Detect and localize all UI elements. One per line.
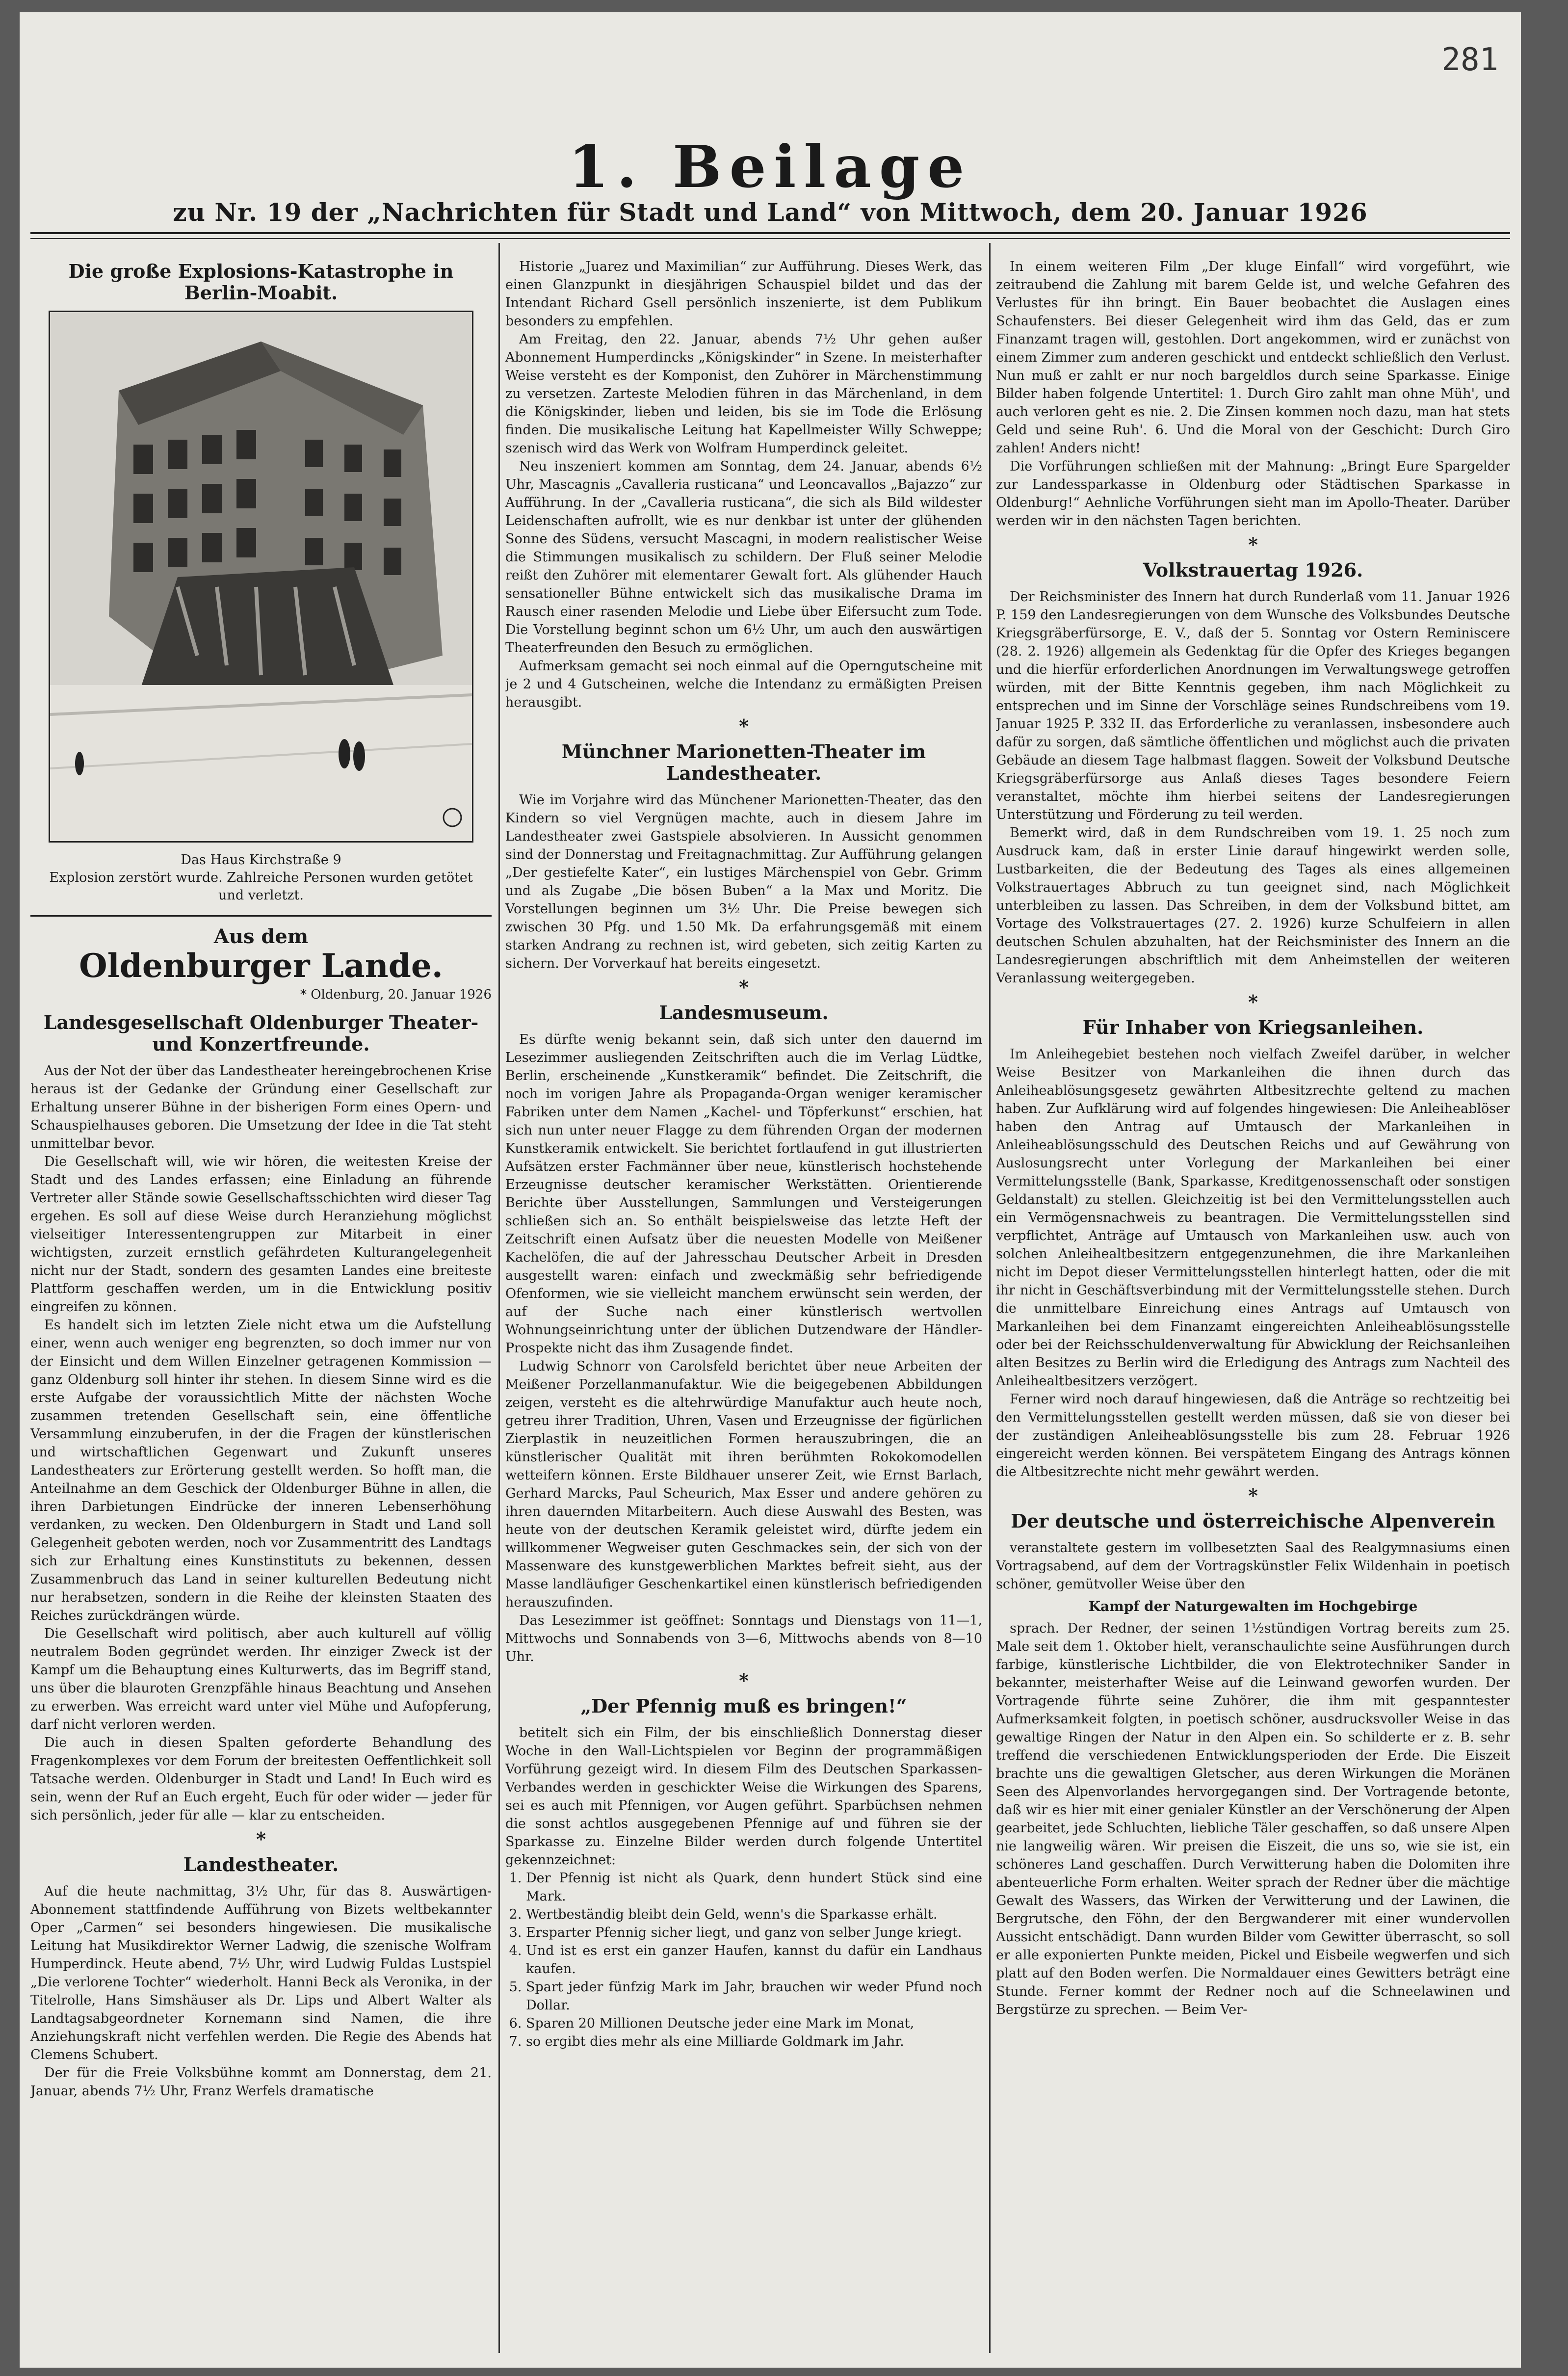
ornament-asterisk: *: [1248, 533, 1258, 555]
article-title-kriegsanleihen: Für Inhaber von Kriegsanleihen.: [1082, 1016, 1424, 1038]
subtitle-list: [505, 1869, 982, 2051]
article-title-landesmuseum: Landesmuseum.: [659, 1002, 829, 1024]
section-divider: [30, 915, 492, 917]
article-paragraph: Bemerkt wird, daß in dem Rundschreiben vom 19. 1. 25 noch zum Ausdruck kam, daß in erster Linie darauf hingewirkt werden solle, Lustbarkeiten, die der Bedeutung des Tages als eines allgemeinen Volkstrauertages Abbruch zu tun geeignet sind, nach Möglichkeit unterbleiben zu lassen. Das Schreiben, in dem der Volksbund bittet, am Vortage des Volkstrauertages (27. 2. 1926) kurze Schulfeiern in allen deutschen Schulen abzuhalten, hat der Reichsminister des Innern an die Landesregierungen abschriftlich mit dem Anheimstellen der weiteren Veranlassung weitergegeben.: [996, 825, 1510, 986]
article-paragraph: Die Gesellschaft will, wie wir hören, die weitesten Kreise der Stadt und des Landes erfassen; eine Einladung an führende Vertreter aller Stände sowie Gesellschaftsschichten wird dieser Tag ergehen. Es soll auf diese Weise durch Heranziehung möglichst vielseitiger Interessentengruppen zur Mitarbeit in einer wichtigsten, zurzeit ernstlich gefährdeten Kulturangelegenheit nicht nur der Stadt, sondern des gesamten Landes eine breiteste Plattform geschaffen werden, um in die Entwicklung positiv eingreifen zu können.: [30, 1154, 492, 1315]
ornament-asterisk: *: [739, 1669, 749, 1691]
building-ruin-illustration: [50, 312, 472, 841]
article-title-landestheater: Landestheater.: [183, 1853, 339, 1875]
list-item: 6. Sparen 20 Millionen Deutsche jeder eine Mark im Monat,: [526, 2014, 982, 2033]
article-paragraph: Der Reichsminister des Innern hat durch Runderlaß vom 11. Januar 1926 P. 159 den Landesregierungen von dem Wunsche des Volksbundes Deutsche Kriegsgräberfürsorge, E. V., daß der 5. Sonntag vor Ostern Reminiscere (28. 2. 1926) allgemein als Gedenktag für die Opfer des Krieges begangen und die hierfür erforderlichen Anordnungen im Verwaltungswege getroffen würden, mit der Bitte Kenntnis gegeben, ihm nach Möglichkeit zu entsprechen und im Sinne der Vorschläge seines Rundschreibens vom 19. Januar 1925 P. 332 II. das Erforderliche zu veranlassen, insbesondere auch dafür zu sorgen, daß sämtliche öffentlichen und möglichst auch die privaten Gebäude an diesem Tage halbmast flaggen. Soweit der Volksbund Deutsche Kriegsgräberfürsorge aus Anlaß dieses Tages besondere Feiern veranstaltet, möchte ihm hierbei seitens der Landesregierungen Unterstützung und Förderung zu teil werden.: [996, 589, 1510, 822]
article-paragraph: veranstaltete gestern im vollbesetzten Saal des Realgymnasiums einen Vortragsabend, auf dem der Vortragskünstler Felix Wildenhain in poetisch schöner, gemütvoller Weise über den: [996, 1540, 1510, 1592]
article-paragraph: Es handelt sich im letzten Ziele nicht etwa um die Aufstellung einer, wenn auch weniger eng begrenzten, so doch immer nur von der Einsicht und dem Willen Einzelner getragenen Kommission — ganz Oldenburg soll hinter ihr stehen. In diesem Sinne wird es die erste Aufgabe der voraussichtlich Mitte der nächsten Woche zusammen tretenden Gesellschaft sein, eine öffentliche Versammlung einzuberufen, in der die Fragen der künstlerischen und wirtschaftlichen Gegenwart und Zukunft unseres Landestheaters zur Erörterung gestellt werden. So hofft man, die Anteilnahme an dem Geschick der Oldenburger Bühne in allen, die ihren Darbietungen Eindrücke der inneren Lebenserhöhung verdanken, zu wecken. Den Oldenburgern in Stadt und Land soll Gelegenheit geboten werden, noch vor Zusammentritt des Landtags sich zur Erhaltung eines Kunstinstituts zu bekennen, dessen Zusammenbruch das Land in seiner kulturellen Bedeutung nicht nur herabsetzen, sondern in die Reihe der kleinsten Staaten des Reiches zurückdrängen würde.: [30, 1318, 492, 1623]
list-item: 4. Und ist es erst ein ganzer Haufen, kannst du dafür ein Landhaus kaufen.: [526, 1942, 982, 1978]
article-title-volkstrauertag: Volkstrauertag 1926.: [1143, 559, 1363, 581]
article-paragraph: Die Gesellschaft wird politisch, aber auch kulturell auf völlig neutralem Boden gegründet werden. Ihr einziger Zweck ist der Kampf um die Behauptung eines Kulturwerts, das im Begriff stand, uns über die blauroten Grenzpfähle hinaus Beachtung und Ansehen zu erwerben. Was erreicht ward unter viel Mühe und Aufopferung, darf nicht verloren werden.: [30, 1626, 492, 1732]
list-item: 5. Spart jeder fünfzig Mark im Jahr, brauchen wir weder Pfund noch Dollar.: [526, 1978, 982, 2014]
section-pretitle: Aus dem: [213, 925, 309, 948]
explosion-photo: [49, 311, 473, 843]
article-paragraph: Neu inszeniert kommen am Sonntag, dem 24. Januar, abends 6½ Uhr, Mascagnis „Cavalleria rusticana“ und Leoncavallos „Bajazzo“ zur Aufführung. In der „Cavalleria rusticana“, die sich als Bild wildester Leidenschaften aufrollt, wie es nur denkbar ist unter der glühenden Sonne des Südens, versucht Mascagni, in modern realistischer Weise die Stimmungen musikalisch zu schildern. Der Fluß seiner Melodie reißt den Zuhörer mit elementarer Gewalt fort. Als glühender Hauch sensationeller Bühne entwickelt sich das musikalische Drama im Rausch einer rasenden Melodie und Liebe über Eifersucht zum Tode. Die Vorstellung beginnt schon um 6½ Uhr, um auch den auswärtigen Theaterfreunden den Besuch zu ermöglichen.: [505, 459, 982, 656]
section-title: Oldenburger Lande.: [79, 947, 443, 985]
header-rule-bottom: [30, 238, 1510, 239]
article-title-marionetten: Münchner Marionetten-Theater im Landestheater.: [561, 740, 926, 784]
ornament-asterisk: *: [739, 715, 749, 737]
article-paragraph: Der für die Freie Volksbühne kommt am Donnerstag, dem 21. Januar, abends 7½ Uhr, Franz Werfels dramatische: [30, 2065, 492, 2099]
supplement-subtitle: zu Nr. 19 der „Nachrichten für Stadt und Land“ von Mittwoch, dem 20. Januar 1926: [173, 198, 1368, 227]
article-paragraph: Historie „Juarez und Maximilian“ zur Aufführung. Dieses Werk, das einen Glanzpunkt in diesjährigen Schauspiel bildet und das der Intendant Richard Gsell persönlich inszenierte, ist dem Publikum besonders zu empfehlen.: [505, 259, 982, 329]
article-paragraph: Wie im Vorjahre wird das Münchener Marionetten-Theater, das den Kindern so viel Vergnügen machte, auch in diesem Jahre im Landestheater zwei Gastspiele absolvieren. In Aussicht genommen sind der Donnerstag und Freitagnachmittag. Zur Aufführung gelangen „Der gestiefelte Kater“, ein lustiges Märchenspiel von Gebr. Grimm und als Zugabe „Die bösen Buben“ a la Max und Moritz. Die Vorstellungen beginnen um 3½ Uhr. Die Preise bewegen sich zwischen 30 Pfg. und 1.50 Mk. Da erfahrungsgemäß mit einem starken Andrang zu rechnen ist, wird gebeten, sich zeitig Karten zu sichern. Der Vorverkauf hat bereits eingesetzt.: [505, 792, 982, 971]
article-paragraph: Am Freitag, den 22. Januar, abends 7½ Uhr gehen außer Abonnement Humperdincks „Königskinder“ in Szene. In meisterhafter Weise versteht es der Komponist, den Zuhörer in Märchenstimmung zu versetzen. Zarteste Melodien führen in das Märchenland, in dem die Königskinder, lieben und leiden, bis sie im Tode die Erlösung finden. Die musikalische Leitung hat Kapellmeister Willy Schweppe; szenisch wird das Werk von Wolfram Humperdinck geleitet.: [505, 332, 982, 456]
article-paragraph: Im Anleihegebiet bestehen noch vielfach Zweifel darüber, in welcher Weise Besitzer von Markanleihen die ihnen durch das Anleiheablösungsgesetz gewährten Altbesitzrechte geltend zu machen haben. Zur Aufklärung wird auf folgendes hingewiesen: Die Anleiheablöser haben den Antrag auf Umtausch der Markanleihen in Anleiheablösungsschuld des Deutschen Reichs und auf Gewährung von Auslosungsrecht unter Vorlegung der Markanleihen bei einer Vermittelungsstelle (Bank, Sparkasse, Kreditgenossenschaft oder sonstigen Geldanstalt) zu stellen. Gleichzeitig ist bei den Vermittelungsstellen auch ein Vermögensnachweis zu beantragen. Die Vermittelungsstellen sind verpflichtet, Anträge auf Umtausch von Markanleihen usw. auch von solchen Anleihealtbesitzern entgegenzunehmen, die ihre Markanleihen nicht im Depot dieser Vermittelungsstellen hinterlegt hatten, oder die mit ihr nicht in Geschäftsverbindung mit der Vermittelungsstelle stehen. Durch die unmittelbare Einreichung eines Antrags auf Umtausch von Markanleihen bei dem Finanzamt eingereichten Anleiheablösungsstelle oder bei der Reichsschuldenverwaltung für Abwicklung der Reichsanleihen alten Besitzes zu Berlin wird die Erledigung des Antrags zum Nachteil des Anleihealtbesitzers verzögert.: [996, 1047, 1510, 1389]
list-item: 3. Ersparter Pfennig sicher liegt, und ganz von selber Junge kriegt.: [526, 1924, 982, 1942]
column-divider-2: [989, 243, 991, 2353]
article-title-alpenverein: Der deutsche und österreichische Alpenverein: [1011, 1510, 1495, 1532]
ornament-asterisk: *: [1248, 991, 1258, 1013]
photo-caption: Das Haus Kirchstraße 9: [181, 852, 341, 868]
column-divider-1: [498, 243, 500, 2353]
article-paragraph: Aus der Not der über das Landestheater hereingebrochenen Krise heraus ist der Gedanke der Gründung einer Gesellschaft zur Erhaltung unserer Bühne in der bisherigen Form eines Opern- und Schauspielhauses geboren. Die Umsetzung der Idee in die Tat steht unmittelbar bevor.: [30, 1063, 492, 1151]
article-paragraph: Auf die heute nachmittag, 3½ Uhr, für das 8. Auswärtigen-Abonnement stattfindende Aufführung von Bizets weltbekannter Oper „Carmen“ sei besonders hingewiesen. Die musikalische Leitung hat Musikdirektor Werner Ladwig, die szenische Wolfram Humperdinck. Heute abend, 7½ Uhr, wird Ludwig Fuldas Lustspiel „Die verlorene Tochter“ wiederholt. Hanni Beck als Veronika, in der Titelrolle, Hans Simshäuser als Dr. Lips und Albert Walter als Landtagsabgeordneter Kornemann sind Namen, die ihre Anziehungskraft nicht verfehlen werden. Die Regie des Abends hat Clemens Schubert.: [30, 1884, 492, 2062]
column-1: [30, 258, 492, 2348]
article-paragraph: Es dürfte wenig bekannt sein, daß sich unter den dauernd im Lesezimmer ausliegenden Zeitschriften auch die im Verlag Lüdtke, Berlin, erscheinende „Kunstkeramik“ befindet. Die Zeitschrift, die noch im vorigen Jahre als Propaganda-Organ weniger keramischer Fabriken unter dem Namen „Kachel- und Töpferkunst“ erschien, hat sich nun unter neuer Flagge zu dem führenden Organ der modernen Kunstkeramik entwickelt. Sie berichtet fortlaufend in gut illustrierten Aufsätzen erster Fachmänner über neue, künstlerisch hochstehende Erzeugnisse deutscher keramischer Werkstätten. Orientierende Berichte über Ausstellungen, Sammlungen und Versteigerungen schließen sich an. So enthält beispielsweise das letzte Heft der Zeitschrift einen Aufsatz über die neuesten Modelle von Meißener Kachelöfen, die auf der Jahresschau Deutscher Arbeit in Dresden ausgestellt waren: einfach und zweckmäßig sehr befriedigende Ofenformen, wie sie vielleicht manchem erwünscht sein werden, der auf der Suche nach einer künstlerisch wertvollen Wohnungseinrichtung unter der üblichen Dutzendware der Händler-Prospekte nicht das ihm Zusagende findet.: [505, 1032, 982, 1356]
list-item: 1. Der Pfennig ist nicht als Quark, denn hundert Stück sind eine Mark.: [526, 1869, 982, 1905]
article-paragraph: Die auch in diesen Spalten geforderte Behandlung des Fragenkomplexes vor dem Forum der breitesten Oeffentlichkeit soll Tatsache werden. Oldenburger in Stadt und Land! In Euch wird es sein, wenn der Ruf an Euch ergeht, Euch für oder wider — jeder für sich persönlich, jeder für alle — klar zu entscheiden.: [30, 1735, 492, 1823]
article-paragraph: Die Vorführungen schließen mit der Mahnung: „Bringt Eure Spargelder zur Landessparkasse in Oldenburg oder Städtischen Sparkasse in Oldenburg!“ Aehnliche Vorführungen sieht man im Apollo-Theater. Darüber werden wir in den nächsten Tagen berichten.: [996, 459, 1510, 528]
photo-credit: Explosion zerstört wurde. Zahlreiche Personen wurden getötet und verletzt.: [49, 870, 473, 903]
ornament-asterisk: *: [739, 976, 749, 998]
article-title-pfennig: „Der Pfennig muß es bringen!“: [580, 1695, 907, 1717]
page-number: 281: [1441, 42, 1498, 78]
article-paragraph: In einem weiteren Film „Der kluge Einfall“ wird vorgeführt, wie zeitraubend die Zahlung mit barem Gelde ist, und welche Gefahren des Verlustes für ihn bringt. Ein Bauer beobachtet die Auslagen eines Schaufensters. Bei dieser Gelegenheit wird ihm das Geld, das er zum Finanzamt tragen will, gestohlen. Dort angekommen, wird er zunächst von einem Zimmer zum anderen geschickt und entdeckt schließlich den Verlust. Nun muß er zahlt er nur noch bargeldlos durch seine Sparkasse. Einige Bilder haben folgende Untertitel: 1. Durch Giro zahlt man ohne Müh', und auch verloren geht es nie. 2. Die Zinsen kommen noch dazu, man hat stets Geld und seine Ruh'. 6. Und die Moral von der Geschicht: Durch Giro zahlen! Anders nicht!: [996, 259, 1510, 456]
lecture-subheading: Kampf der Naturgewalten im Hochgebirge: [1088, 1598, 1418, 1614]
list-item: 7. so ergibt dies mehr als eine Milliarde Goldmark im Jahr.: [526, 2033, 982, 2051]
article-paragraph: sprach. Der Redner, der seinen 1½stündigen Vortrag bereits zum 25. Male seit dem 1. Oktober hielt, veranschaulichte seine Ausführungen durch farbige, künstlerische Lichtbilder, die von Elektrotechniker Sander in bekannter, meisterhafter Weise auf die Leinwand geworfen wurden. Der Vortragende führte seine Zuhörer, die ihm mit gespanntester Aufmerksamkeit folgten, in poetisch schöner, ausdrucksvoller Weise in das gewaltige Ringen der Natur in den Alpen ein. So schilderte er z. B. sehr treffend die verschiedenen Entwicklungsperioden der Erde. Die Eiszeit brachte uns die gewaltigen Gletscher, aus deren Wirkungen die Moränen Seen des Alpenvorlandes hervorgegangen sind. Der Vortragende betonte, daß wir es hier mit einer genialer Künstler an der Verschönerung der Alpen gearbeitet, jede Schluchten, liebliche Täler geschaffen, so daß unsere Alpen nie langweilig wären. Wir preisen die Eiszeit, die uns so, wie sie ist, ein schöneres Land geschaffen. Durch Verwitterung haben die Dolomiten ihre abenteuerliche Form erhalten. Weiter sprach der Redner über die mächtige Gewalt des Wassers, das Wirken der Verwitterung und der Lawinen, die Bergrutsche, den Föhn, der den Bergwanderer mit einer wundervollen Aussicht entschädigt. Dann wurden Bilder vom Gewitter überrascht, so soll er alle exponierten Punkte meiden, Pickel und Eisbeile wegwerfen und sich platt auf den Boden werfen. Die Normaldauer eines Gewitters beträgt eine Stunde. Ferner kommt der Redner noch auf die Schneelawinen und Bergstürze zu sprechen. — Beim Ver-: [996, 1621, 1510, 2017]
newspaper-page: [20, 12, 1521, 2368]
ornament-asterisk: *: [256, 1828, 266, 1850]
supplement-title: 1. Beilage: [568, 132, 972, 201]
article-paragraph: Aufmerksam gemacht sei noch einmal auf die Operngutscheine mit je 2 und 4 Gutscheinen, welche die Intendanz zu ermäßigten Preisen herausgibt.: [505, 659, 982, 710]
article-paragraph: Ferner wird noch darauf hingewiesen, daß die Anträge so rechtzeitig bei den Vermittelungsstellen gestellt werden müssen, daß sie von dieser bei der zuständigen Anleiheablösungsstelle bis zum 28. Februar 1926 eingereicht werden können. Bei verspätetem Eingang des Antrags können die Altbesitzrechte nicht mehr gewährt werden.: [996, 1392, 1510, 1479]
article-paragraph: betitelt sich ein Film, der bis einschließlich Donnerstag dieser Woche in den Wall-Lichtspielen vor Beginn der programmäßigen Vorführung gezeigt wird. In diesem Film des Deutschen Sparkassen-Verbandes werden in geschickter Weise die Wirkungen des Sparens, sei es auch mit Pfennigen, vor Augen geführt. Sparbüchsen nehmen die sonst achtlos ausgegebenen Pfennige auf und führen sie der Sparkasse zu. Einzelne Bilder werden durch folgende Untertitel gekennzeichnet:: [505, 1725, 982, 1868]
column-2: [505, 258, 982, 2348]
article-paragraph: Ludwig Schnorr von Carolsfeld berichtet über neue Arbeiten der Meißener Porzellanmanufaktur. Wie die beigegebenen Abbildungen zeigen, versteht es die altehrwürdige Manufaktur auch heute noch, getreu ihrer Tradition, Uhren, Vasen und Erzeugnisse der figürlichen Zierplastik in neuzeitlichen Formen herauszubringen, die an künstlerischer Qualität mit ihren berühmten Rokokomodellen wetteifern können. Erste Bildhauer unserer Zeit, wie Ernst Barlach, Gerhard Marcks, Paul Scheurich, Max Esser und andere gehören zu ihren dauernden Mitarbeitern. Auch diese Auswahl des Besten, was heute von der deutschen Keramik geleistet wird, dürfte jedem ein willkommener Wegweiser guten Geschmackes sein, der sich von der Massenware des kunstgewerblichen Marktes befreit sieht, aus der Masse landläufiger Geschenkartikel einen künstlerisch befriedigenden herauszufinden.: [505, 1359, 982, 1610]
section-date: * Oldenburg, 20. Januar 1926: [300, 987, 492, 1002]
article-title-theaterfreunde: Landesgesellschaft Oldenburger Theater- und Konzertfreunde.: [43, 1011, 479, 1055]
photo-heading: Die große Explosions-Katastrophe in Berlin-Moabit.: [68, 260, 454, 304]
ornament-asterisk: *: [1248, 1484, 1258, 1506]
list-item: 2. Wertbeständig bleibt dein Geld, wenn's die Sparkasse erhält.: [526, 1905, 982, 1924]
column-3: [996, 258, 1510, 2348]
header-rule-top: [30, 232, 1510, 234]
article-paragraph: Das Lesezimmer ist geöffnet: Sonntags und Dienstags von 11—1, Mittwochs und Sonnabends von 3—6, Mittwochs abends von 8—10 Uhr.: [505, 1613, 982, 1664]
